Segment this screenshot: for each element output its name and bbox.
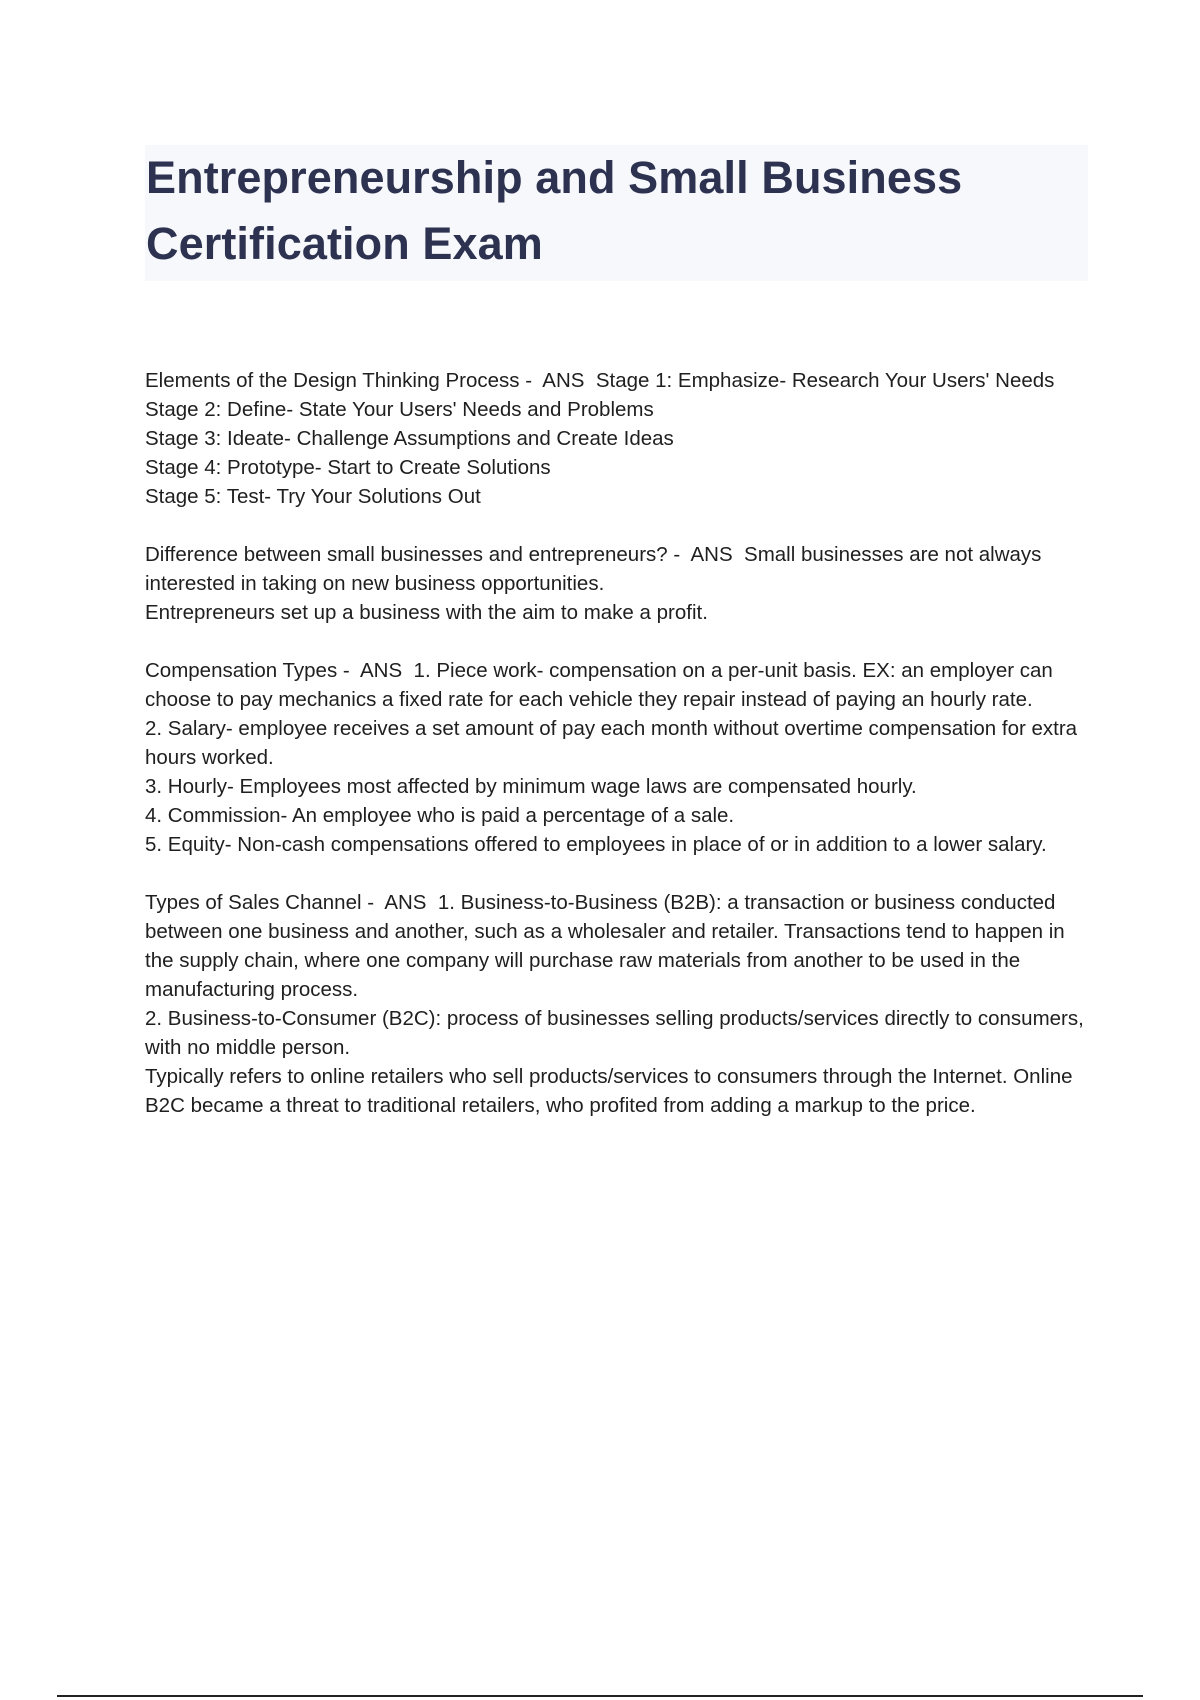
qa-entry-design-thinking xyxy=(145,366,1095,511)
question-text: Elements of the Design Thinking Process xyxy=(145,369,520,392)
answer-paragraph: Typically refers to online retailers who sell products/services to consumers through the Internet. Online B2C became a threat to traditional retailers, who profited from adding a markup to the price. xyxy=(145,1065,1073,1117)
qa-text xyxy=(145,888,1095,1004)
question-text: Types of Sales Channel xyxy=(145,891,362,914)
ans-separator: - ANS xyxy=(519,369,596,392)
question-text: Compensation Types xyxy=(145,659,338,682)
qa-text xyxy=(145,540,1095,598)
answer-paragraph: 1. Business-to-Business (B2B): a transaction or business conducted between one business and another, such as a wholesaler and retailer. Transactions tend to happen in the supply chain, where one company will purchase raw materials from another to be used in the manufacturing process. xyxy=(145,891,1065,1001)
document-body xyxy=(145,366,1095,1149)
title-line-2: Certification Exam xyxy=(146,218,543,269)
ans-separator: - ANS xyxy=(361,891,438,914)
answer-line: Stage 1: Emphasize- Research Your Users' Needs xyxy=(595,369,1055,392)
footer-divider xyxy=(57,1695,1143,1697)
answer-line: Entrepreneurs set up a business with the aim to make a profit. xyxy=(145,601,708,624)
answer-paragraph: 1. Piece work- compensation on a per-unit basis. EX: an employer can choose to pay mechanics a fixed rate for each vehicle they repair instead of paying an hourly rate. xyxy=(145,659,1053,711)
qa-text xyxy=(145,656,1095,714)
qa-entry-sales-channel xyxy=(145,888,1095,1120)
answer-line: Small businesses are not always interested in taking on new business opportunities. xyxy=(145,543,1042,595)
answer-paragraph: 3. Hourly- Employees most affected by minimum wage laws are compensated hourly. xyxy=(145,775,917,798)
ans-separator: - ANS xyxy=(667,543,745,566)
question-text: Difference between small businesses and entrepreneurs? xyxy=(145,543,668,566)
qa-entry-small-business-vs-entrepreneurs xyxy=(145,540,1095,627)
document-title xyxy=(146,145,1088,277)
qa-text xyxy=(145,366,1095,395)
answer-paragraph: 4. Commission- An employee who is paid a percentage of a sale. xyxy=(145,804,735,827)
answer-line: Stage 2: Define- State Your Users' Needs and Problems xyxy=(145,398,654,421)
answer-line: Stage 3: Ideate- Challenge Assumptions and Create Ideas xyxy=(145,427,674,450)
title-block xyxy=(145,145,1088,281)
answer-line: Stage 4: Prototype- Start to Create Solutions xyxy=(145,456,551,479)
ans-separator: - ANS xyxy=(337,659,414,682)
answer-paragraph: 2. Salary- employee receives a set amount of pay each month without overtime compensation for extra hours worked. xyxy=(145,717,1078,769)
qa-entry-compensation-types xyxy=(145,656,1095,859)
answer-paragraph: 5. Equity- Non-cash compensations offered to employees in place of or in addition to a lower salary. xyxy=(145,833,1047,856)
title-line-1: Entrepreneurship and Small Business xyxy=(146,152,963,203)
answer-line: Stage 5: Test- Try Your Solutions Out xyxy=(145,485,481,508)
answer-paragraph: 2. Business-to-Consumer (B2C): process of businesses selling products/services directly to consumers, with no middle person. xyxy=(145,1007,1084,1059)
